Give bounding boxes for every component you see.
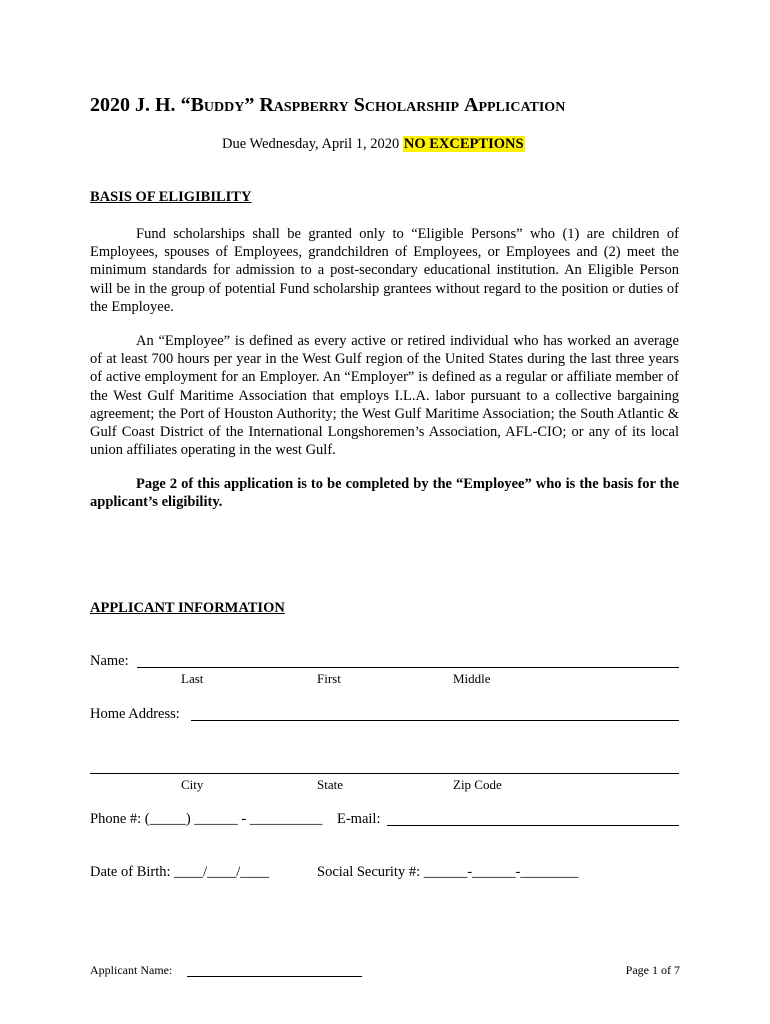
address-sub-state: State	[317, 777, 343, 792]
name-sub-middle: Middle	[453, 671, 491, 686]
email-label: E-mail:	[337, 811, 381, 827]
eligibility-heading: BASIS OF ELIGIBILITY	[90, 189, 252, 205]
address-sub-zip: Zip Code	[453, 777, 502, 792]
title-scholarship: Scholarship	[353, 94, 459, 116]
document-title	[90, 94, 565, 117]
title-application: Application	[464, 94, 566, 116]
eligibility-paragraph-3: Page 2 of this application is to be completed by the “Employee” who is the basis for the applicant’s eligibility.	[90, 476, 679, 511]
name-field[interactable]	[137, 667, 679, 668]
eligibility-paragraph-2: An “Employee” is defined as every active or retired individual who has worked an average of at least 700 hours per year in the West Gulf region of the United States during the last three years of active employment for an Employer. An “Employer” is defined as a regular or affiliate member of the West Gulf Maritime Association that employs I.L.A. labor pursuant to a collective bargaining agreement; the Port of Houston Authority; the West Gulf Maritime Association; the South Atlantic & Gulf Coast District of the International Longshoremen’s Association, AFL-CIO; or any of its local union affiliates operating in the west Gulf.	[90, 333, 679, 459]
eligibility-paragraph-1: Fund scholarships shall be granted only to “Eligible Persons” who (1) are children of Employees, spouses of Employees, grandchildren of Employees, or Employees and (2) meet the minimum standards for admission to a post-secondary educational institution. An Eligible Person will be in the group of potential Fund scholarship grantees without regard to the position or duties of the Employee.	[90, 226, 679, 315]
name-sub-first: First	[317, 671, 341, 686]
footer-applicant-name-field[interactable]	[187, 976, 362, 977]
phone-field[interactable]: Phone #: (_____) ______ - __________	[90, 811, 323, 827]
address-sub-city: City	[181, 777, 204, 792]
title-raspberry: Raspberry	[259, 94, 349, 116]
applicant-heading: APPLICANT INFORMATION	[90, 600, 285, 616]
home-address-line-2-field[interactable]	[90, 773, 679, 774]
home-address-label: Home Address:	[90, 706, 180, 722]
title-year: 2020 J. H.	[90, 94, 176, 116]
no-exceptions-highlight: NO EXCEPTIONS	[403, 136, 524, 152]
due-date-text: Due Wednesday, April 1, 2020	[222, 136, 400, 152]
email-field[interactable]	[387, 825, 679, 826]
date-of-birth-field[interactable]: Date of Birth: ____/____/____	[90, 864, 270, 880]
page-number: Page 1 of 7	[625, 963, 680, 977]
footer-applicant-name-label: Applicant Name:	[90, 963, 173, 977]
title-buddy: “Buddy”	[180, 94, 255, 116]
home-address-field[interactable]	[191, 720, 679, 721]
name-label: Name:	[90, 653, 129, 669]
due-date-line	[222, 136, 525, 153]
name-sub-last: Last	[181, 671, 204, 686]
social-security-field[interactable]: Social Security #: ______-______-________	[317, 864, 579, 880]
